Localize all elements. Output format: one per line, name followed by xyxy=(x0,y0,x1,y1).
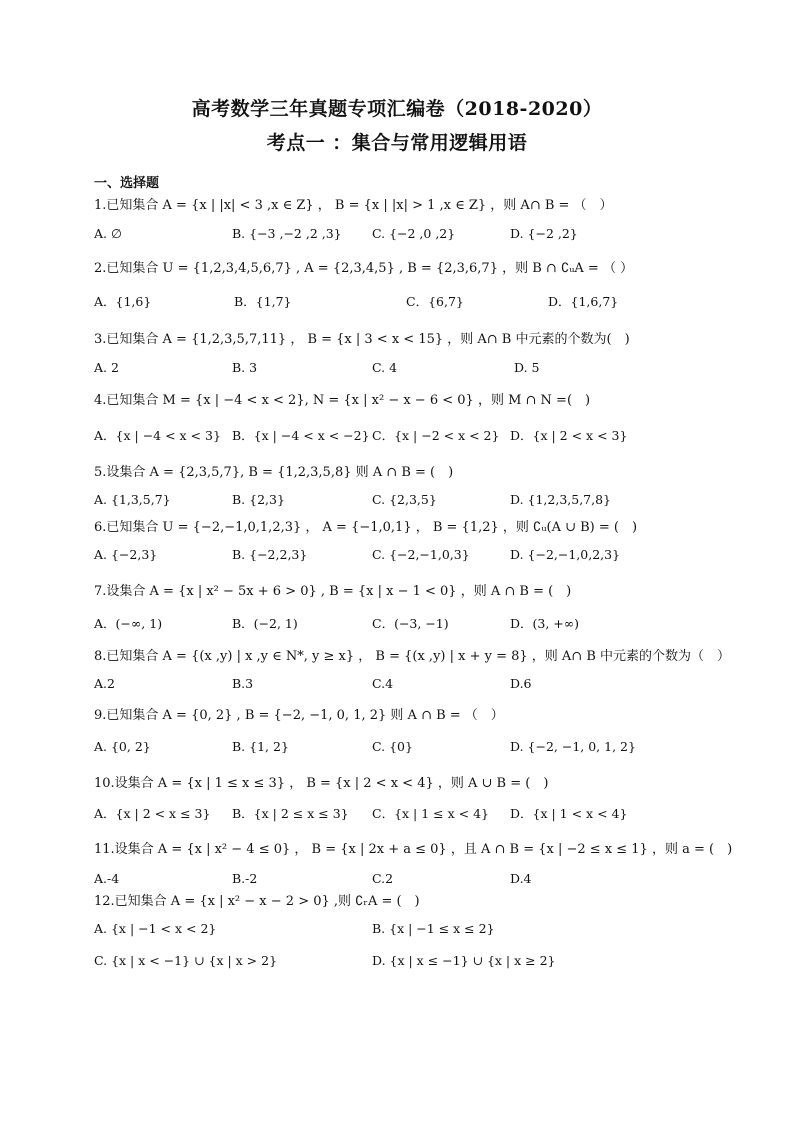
question-stem: 5.设集合 A = {2,3,5,7}, B = {1,2,3,5,8} 则 A ∩ B = ( ) xyxy=(94,465,454,480)
option-c: C.4 xyxy=(372,676,394,691)
option-c: C．(−3, −1) xyxy=(372,616,449,631)
option-b: B．{x | −4 < x < −2} xyxy=(232,428,370,443)
option-c: C. {0} xyxy=(372,739,413,754)
question-stem: 6.已知集合 U = {−2,−1,0,1,2,3} ， A = {−1,0,1} ， B = {1,2} ，则 ∁ᵤ(A ∪ B) = ( ) xyxy=(94,520,638,535)
section-heading: 一、选择题 xyxy=(94,176,160,191)
document-subtitle: 考点一 ：集合与常用逻辑用语 xyxy=(266,132,528,154)
option-a: A. {−2,3} xyxy=(94,547,158,562)
option-d: D．{1,6,7} xyxy=(548,294,619,309)
option-d: D. {1,2,3,5,7,8} xyxy=(510,492,612,507)
option-c: C.2 xyxy=(372,871,394,886)
option-d: D.6 xyxy=(510,676,532,691)
option-a: A．{1,6} xyxy=(94,294,152,309)
option-c: C. {−2,−1,0,3} xyxy=(372,547,470,562)
question-stem: 4.已知集合 M = {x | −4 < x < 2}, N = {x | x² − x − 6 < 0} ，则 M ∩ N =( ) xyxy=(94,393,591,408)
option-b: B.-2 xyxy=(232,871,258,886)
option-a: A.2 xyxy=(94,676,115,691)
option-a: A．(−∞, 1) xyxy=(94,616,163,631)
question-stem: 12.已知集合 A = {x | x² − x − 2 > 0} ,则 ∁ᵣA = ( ) xyxy=(94,894,420,909)
option-b: B. 3 xyxy=(232,360,258,375)
document-title: 高考数学三年真题专项汇编卷（2018-2020） xyxy=(191,98,603,120)
question-stem: 7.设集合 A = {x | x² − 5x + 6 > 0} , B = {x | x − 1 < 0} ，则 A ∩ B = ( ) xyxy=(94,584,572,599)
option-a: A.-4 xyxy=(94,871,120,886)
option-c: C. {x | x < −1} ∪ {x | x > 2} xyxy=(94,953,278,968)
option-d: D. 5 xyxy=(514,360,540,375)
option-b: B. {−2,2,3} xyxy=(232,547,308,562)
option-d: D. {−2, −1, 0, 1, 2} xyxy=(510,739,636,754)
option-a: A．{x | 2 < x ≤ 3} xyxy=(94,806,211,821)
option-b: B. {2,3} xyxy=(232,492,285,507)
option-c: C. 4 xyxy=(372,360,398,375)
option-a: A．{x | −4 < x < 3} xyxy=(94,428,221,443)
option-b: B.3 xyxy=(232,676,254,691)
question-stem: 11.设集合 A = {x | x² − 4 ≤ 0} ， B = {x | 2x + a ≤ 0} ，且 A ∩ B = {x | −2 ≤ x ≤ 1} ，则 a = ( ) xyxy=(94,842,733,857)
question-stem: 8.已知集合 A = {(x ,y) | x ,y ∈ N*, y ≥ x} ， B = {(x ,y) | x + y = 8} ，则 A∩ B 中元素的个数为（ ） xyxy=(94,649,731,664)
option-c: C．{6,7} xyxy=(406,294,464,309)
question-stem: 2.已知集合 U = {1,2,3,4,5,6,7} , A = {2,3,4,5} , B = {2,3,6,7} ，则 B ∩ ∁ᵤA = （ ） xyxy=(94,261,634,276)
option-c: C．{x | 1 ≤ x < 4} xyxy=(372,806,489,821)
option-b: B．{x | 2 ≤ x ≤ 3} xyxy=(232,806,349,821)
option-d: D．{x | 1 < x < 4} xyxy=(510,806,628,821)
option-a: A. {1,3,5,7} xyxy=(94,492,171,507)
option-d: D.4 xyxy=(510,871,532,886)
option-a: A. {0, 2} xyxy=(94,739,151,754)
option-d: D. {−2 ,2} xyxy=(510,226,578,241)
option-a: A. ∅ xyxy=(94,226,122,241)
option-b: B．{1,7} xyxy=(234,294,292,309)
option-d: D. {−2,−1,0,2,3} xyxy=(510,547,621,562)
option-b: B. {1, 2} xyxy=(232,739,289,754)
question-stem: 1.已知集合 A = {x | |x| < 3 ,x ∈ Z} ， B = {x | |x| > 1 ,x ∈ Z} ，则 A∩ B = （ ） xyxy=(94,198,613,213)
option-c: C. {2,3,5} xyxy=(372,492,437,507)
option-c: C．{x | −2 < x < 2} xyxy=(372,428,500,443)
option-b: B. {x | −1 ≤ x ≤ 2} xyxy=(372,921,495,936)
question-stem: 9.已知集合 A = {0, 2} , B = {−2, −1, 0, 1, 2} 则 A ∩ B = （ ） xyxy=(94,708,504,723)
option-b: B．(−2, 1) xyxy=(232,616,298,631)
option-a: A. {x | −1 < x < 2} xyxy=(94,921,217,936)
option-c: C. {−2 ,0 ,2} xyxy=(372,226,456,241)
question-stem: 3.已知集合 A = {1,2,3,5,7,11} ， B = {x | 3 < x < 15} ，则 A∩ B 中元素的个数为( ) xyxy=(94,332,630,347)
question-stem: 10.设集合 A = {x | 1 ≤ x ≤ 3} ， B = {x | 2 < x < 4} ，则 A ∪ B = ( ) xyxy=(94,776,549,791)
option-d: D．{x | 2 < x < 3} xyxy=(510,428,628,443)
option-d: D．(3, +∞) xyxy=(510,616,580,631)
option-d: D. {x | x ≤ −1} ∪ {x | x ≥ 2} xyxy=(372,953,556,968)
option-b: B. {−3 ,−2 ,2 ,3} xyxy=(232,226,342,241)
option-a: A. 2 xyxy=(94,360,119,375)
